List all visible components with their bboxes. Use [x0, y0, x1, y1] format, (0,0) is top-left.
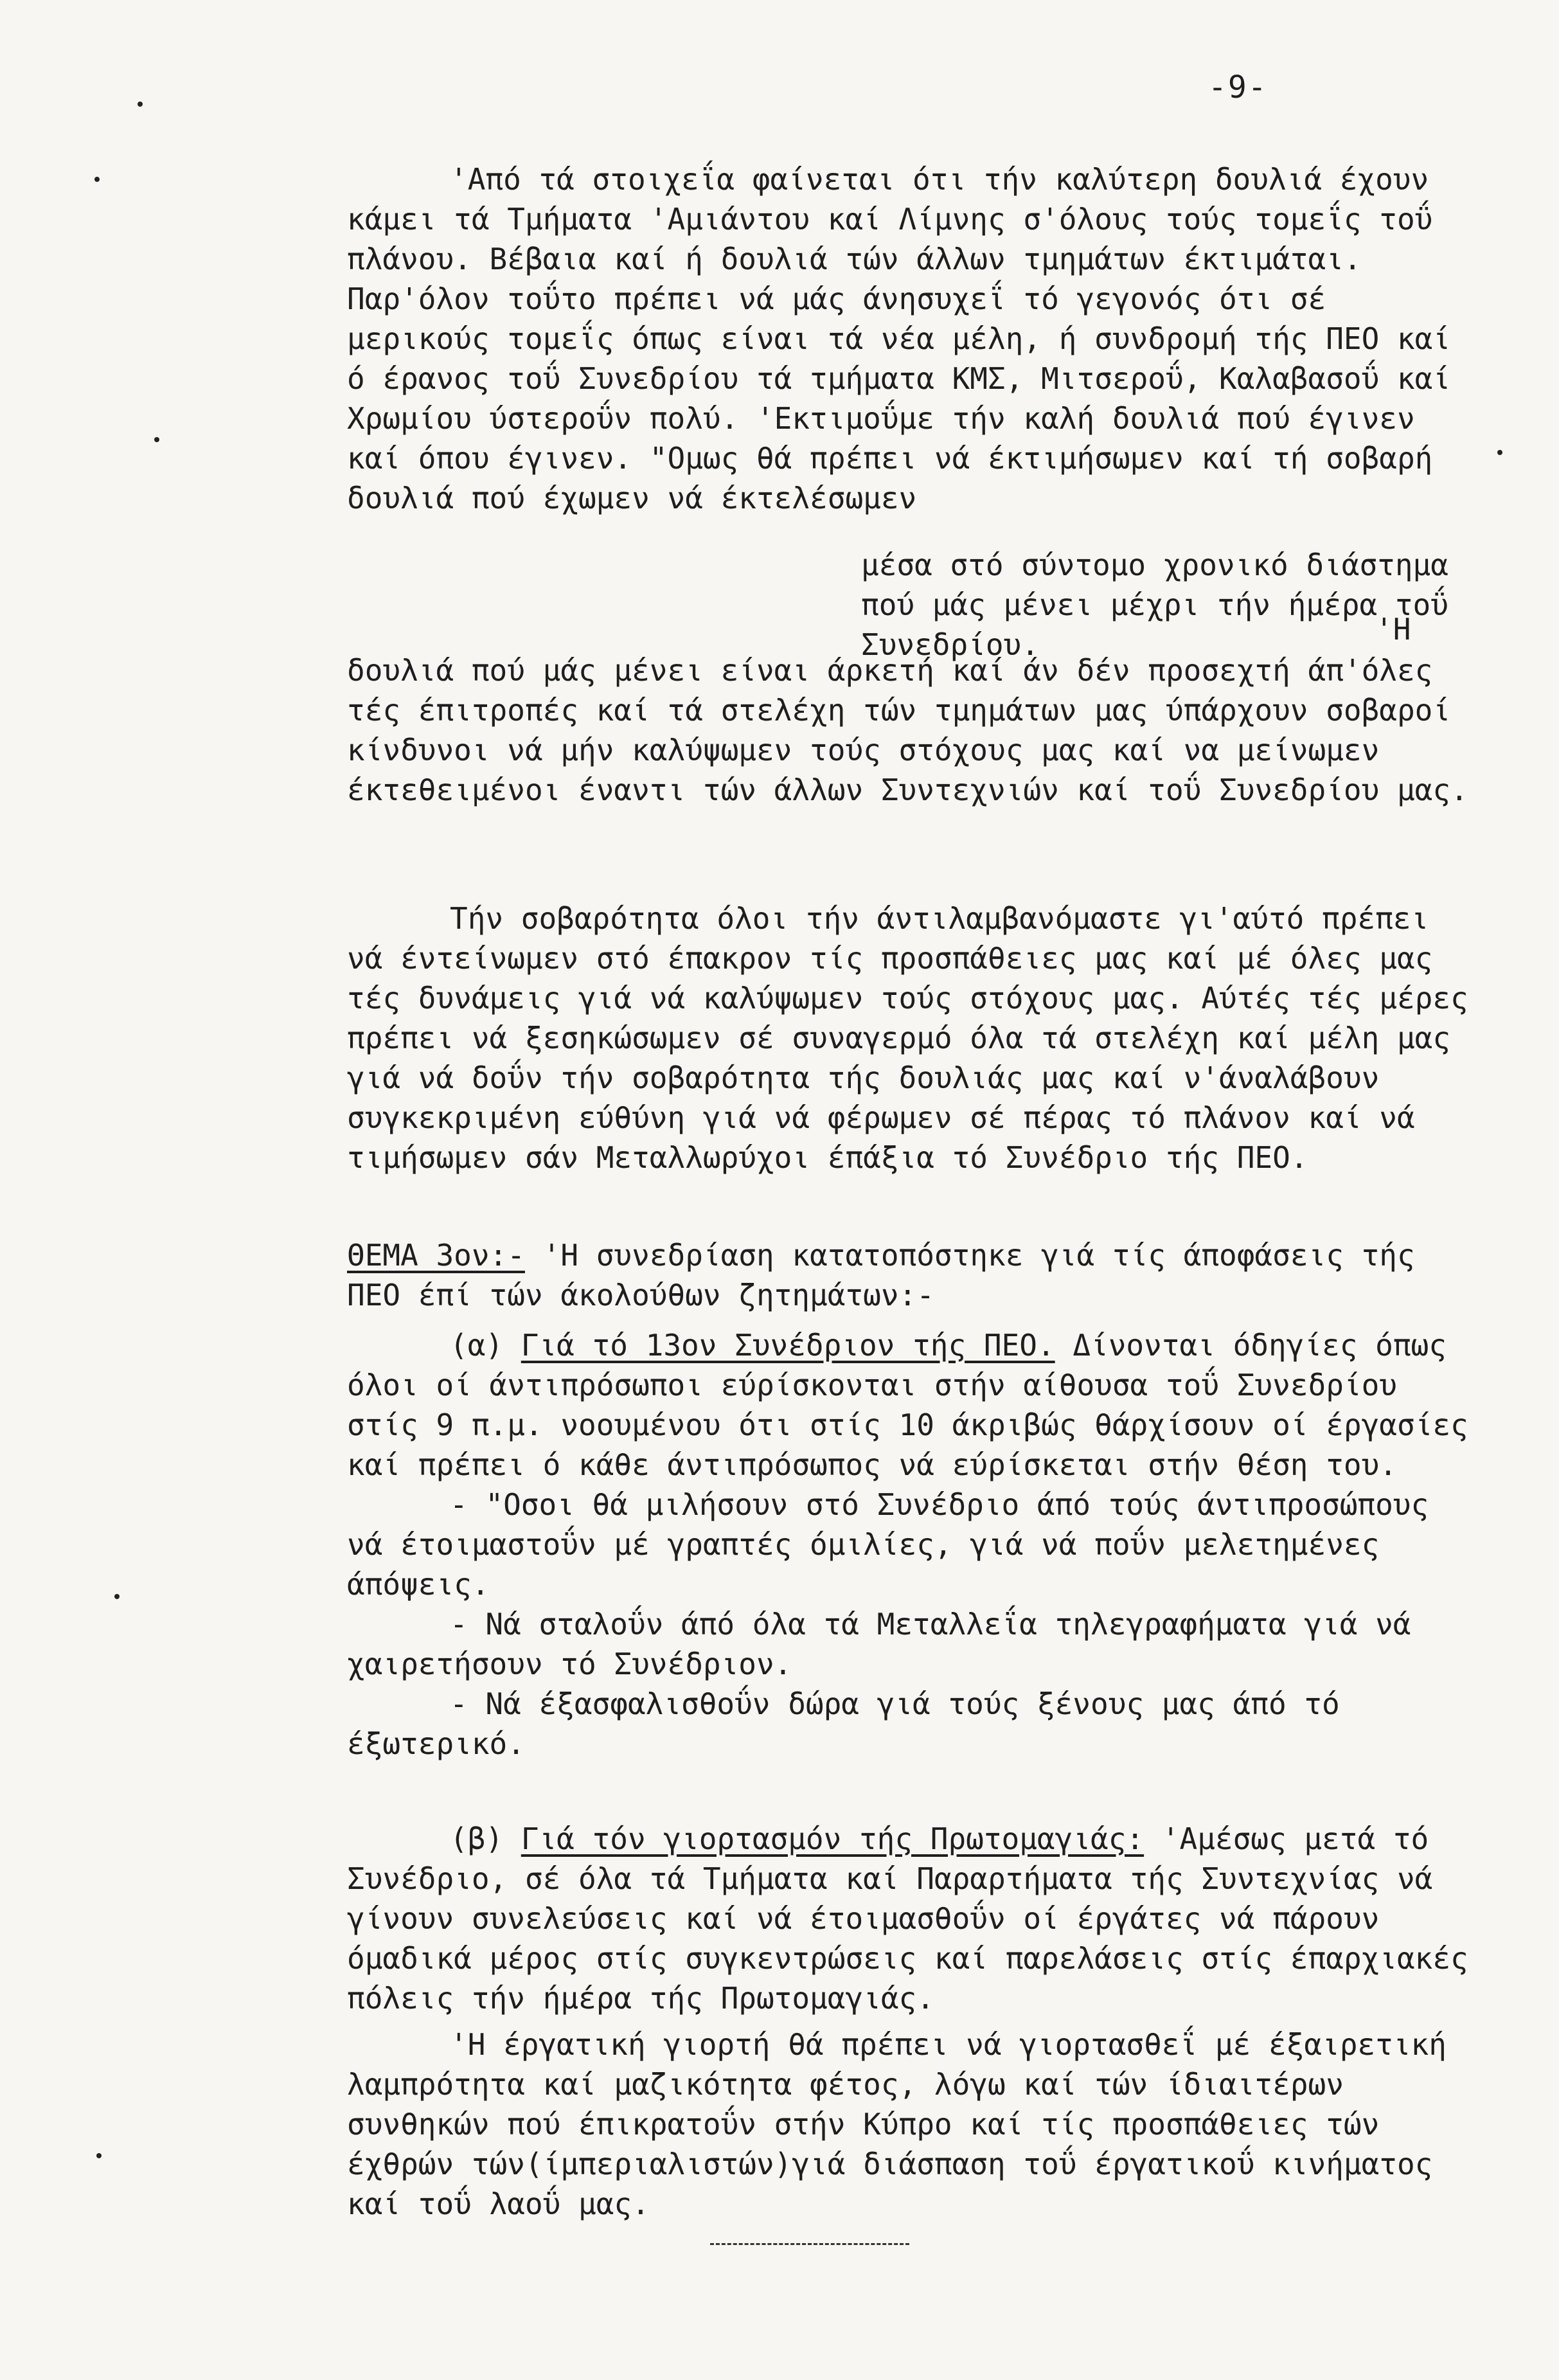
scan-speck: [96, 2153, 102, 2158]
scan-speck: [114, 1594, 120, 1599]
item-b-text: 'Αμέσως μετά τό Συνέδριο, σέ όλα τά Τμήματα καί Παραρτήματα τής Συντεχνίας νά γίνουν συνελεύσεις καί νά έτοιμασθοΰν οί έργάτες νά πάρουν όμαδικά μέρος στίς συγκεντρώσεις καί παρελάσεις στίς έπαρχιακές πόλεις τήν ήμέρα τής Πρωτομαγιάς.: [347, 1821, 1468, 2016]
paragraph-text: μέσα στό σύντομο χρονικό διάστημα πού μάς μένει μέχρι τήν ήμέρα τοΰ Συνεδρίου.: [861, 548, 1448, 662]
list-item: - "Οσοι θά μιλήσουν στό Συνέδριο άπό τούς άντιπροσώπους νά έτοιμαστοΰν μέ γραπτές όμιλίες, γιά νά ποΰν μελετημένες άπόψεις.: [347, 1487, 1429, 1602]
scan-speck: [154, 437, 159, 442]
scan-speck: [94, 177, 100, 182]
closing-paragraph: [347, 2025, 1478, 2224]
paragraph-text: 'Η έργατική γιορτή θά πρέπει νά γιορτασθεΐ μέ έξαιρετική λαμπρότητα καί μαζικότητα φέτος, λόγω καί τών ίδιαιτέρων συνθηκών πού έπικρατοΰν στήν Κύπρο καί τίς προσπάθειες τών έχθρών τών(ίμπεριαλιστών)γιά διάσπαση τοΰ έργατικοΰ κινήματος καί τοΰ λαοΰ μας.: [347, 2027, 1447, 2221]
theme-section: [347, 1235, 1478, 1315]
page-number: -9-: [1208, 69, 1268, 105]
scan-speck: [138, 102, 143, 107]
list-item: - Νά έξασφαλισθοΰν δώρα γιά τούς ξένους μας άπό τό έξωτερικό.: [347, 1687, 1340, 1761]
paragraph-2: [347, 650, 1478, 810]
theme-label: ΘΕΜΑ 3ον:-: [347, 1238, 525, 1273]
scan-speck: [1497, 450, 1502, 455]
theme-paragraph: [347, 1235, 1478, 1315]
paragraph-text: Τήν σοβαρότητα όλοι τήν άντιλαμβανόμαστε γι'αύτό πρέπει νά έντείνωμεν στό έπακρον τίς προσπάθειες μας καί μέ όλες μας τές δυνάμεις γιά νά καλύψωμεν τούς στόχους μας. Αύτές τές μέρες πρέπει νά ξεσηκώσωμεν σέ συναγερμό όλα τά στελέχη καί μέλη μας γιά νά δοΰν τήν σοβαρότητα τής δουλιάς μας καί ν'άναλάβουν συγκεκριμένη εύθύνη γιά νά φέρωμεν σέ πέρας τό πλάνον καί νά τιμήσωμεν σάν Μεταλλωρύχοι έπάξια τό Συνέδριο τής ΠΕΟ.: [347, 901, 1468, 1175]
end-divider: [710, 2243, 909, 2245]
item-b-paragraph: [347, 1819, 1478, 2018]
paragraph-text: δουλιά πού μάς μένει είναι άρκετή καί άν δέν προσεχτή άπ'όλες τές έπιτροπές καί τά στελέχη τών τμημάτων μας ύπάρχουν σοβαροί κίνδυνοι νά μήν καλύψωμεν τούς στόχους μας καί να μείνωμεν έκτεθειμένοι έναντι τών άλλων Συντεχνιών καί τοΰ Συνεδρίου μας.: [347, 653, 1468, 807]
item-b-marker: (β): [450, 1821, 504, 1856]
item-b: [347, 1819, 1478, 2018]
paragraph-3: [347, 899, 1478, 1177]
theme-text: 'Η συνεδρίαση κατατοπόστηκε γιά τίς άποφάσεις τής ΠΕΟ έπί τών άκολούθων ζητημάτων:-: [347, 1238, 1415, 1312]
item-a-text: Δίνονται όδηγίες όπως όλοι οί άντιπρόσωποι εύρίσκονται στήν αίθουσα τοΰ Συνεδρίου στίς 9 π.μ. νοουμένου ότι στίς 10 άκριβώς θάρχίσουν οί έργασίες καί πρέπει ό κάθε άντιπρόσωπος νά εύρίσκεται στήν θέση του.: [347, 1328, 1468, 1482]
item-a: [347, 1325, 1478, 1764]
paragraph-text: 'Η: [1375, 612, 1411, 647]
item-b-title: Γιά τόν γιορτασμόν τής Πρωτομαγιάς:: [521, 1821, 1145, 1856]
paragraph-text: 'Από τά στοιχεΐα φαίνεται ότι τήν καλύτερη δουλιά έχουν κάμει τά Τμήματα 'Αμιάντου καί Λίμνης σ'όλους τούς τομεΐς τοΰ πλάνου. Βέβαια καί ή δουλιά τών άλλων τμημάτων έκτιμάται. Παρ'όλον τοΰτο πρέπει νά μάς άνησυχεΐ τό γεγονός ότι σέ μερικούς τομεΐς όπως είναι τά νέα μέλη, ή συνδρομή τής ΠΕΟ καί ό έρανος τοΰ Συνεδρίου τά τμήματα ΚΜΣ, Μιτσεροΰ, Καλαβασοΰ καί Χρωμίου ύστεροΰν πολύ. 'Εκτιμοΰμε τήν καλή δουλιά πού έγινεν καί όπου έγινεν. "Ομως θά πρέπει νά έκτιμήσωμεν καί τή σοβαρή δουλιά πού έχωμεν νά έκτελέσωμεν: [347, 162, 1451, 515]
item-a-title: Γιά τό 13ον Συνέδριον τής ΠΕΟ.: [521, 1328, 1055, 1363]
item-a-paragraph: [347, 1325, 1478, 1485]
list-item: - Νά σταλοΰν άπό όλα τά Μεταλλεΐα τηλεγραφήματα γιά νά χαιρετήσουν τό Συνέδριον.: [347, 1607, 1411, 1681]
paragraph-2-start: [1375, 609, 1465, 649]
item-a-marker: (α): [450, 1328, 504, 1363]
paragraph-1: [347, 159, 1478, 518]
